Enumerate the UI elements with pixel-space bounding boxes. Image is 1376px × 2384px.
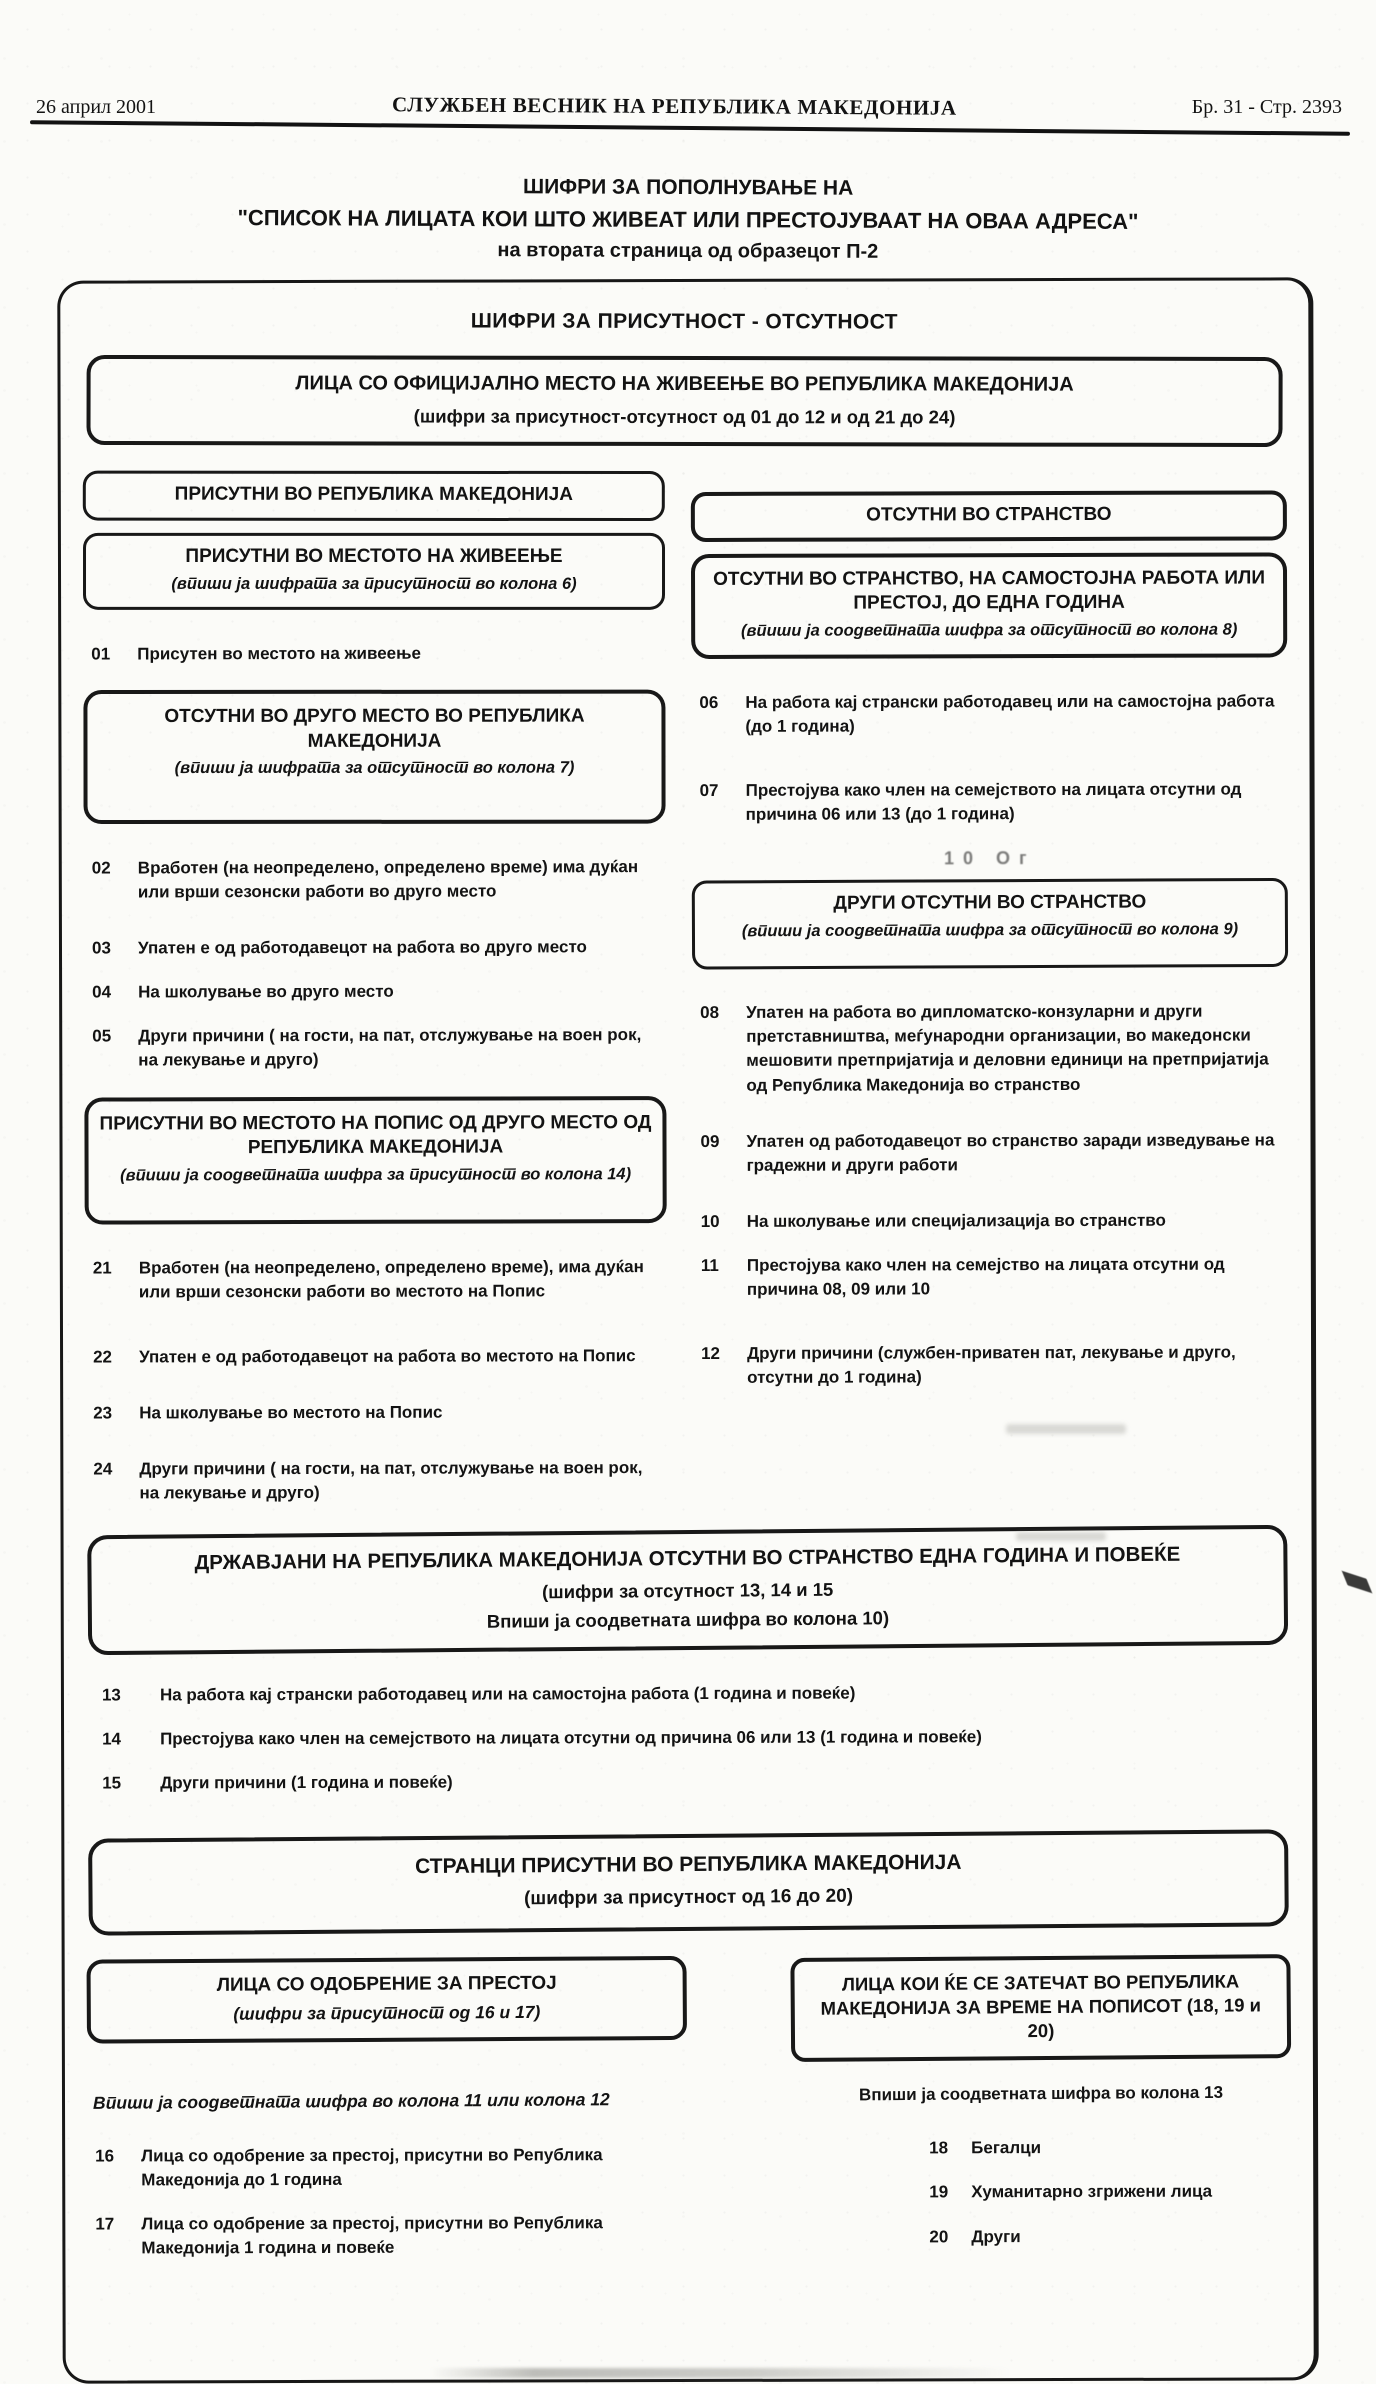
- header-issue-page: Бр. 31 - Стр. 2393: [1191, 96, 1342, 118]
- present-at-residence-subtitle: (впиши ја шифрата за присутност во колона 6): [171, 574, 577, 593]
- absent-abroad-title: ОТСУТНИ ВО СТРАНСТВО: [866, 503, 1112, 526]
- item-21: [85, 1255, 667, 1305]
- item-11-text: Престојува како член на семејство на лицата отсутни од причина 08, 09 или 10: [746, 1254, 1225, 1300]
- item-14-code: 14: [102, 1729, 122, 1749]
- item-12-text: Други причини (службен-приватен пат, лекување и друго, отсутни до 1 година): [747, 1342, 1236, 1388]
- item-20: [929, 2224, 1291, 2249]
- header-journal-title: СЛУЖБЕН ВЕСНИК НА РЕПУБЛИКА МАКЕДОНИЈА: [391, 92, 957, 120]
- title-line-3: на втората страница од образецот П-2: [497, 239, 879, 263]
- bottom-right-column: [791, 1956, 1292, 2250]
- header-date: 26 април 2001: [36, 96, 156, 118]
- item-19-text: Хуманитарно згрижени лица: [971, 2182, 1213, 2202]
- title-line-2: "СПИСОК НА ЛИЦАТА КОИ ШТО ЖИВЕАТ ИЛИ ПРЕСТОЈУВААТ НА ОВАА АДРЕСА": [237, 205, 1139, 234]
- codes-main-heading: ШИФРИ ЗА ПРИСУТНОСТ - ОТСУТНОСТ: [470, 309, 898, 334]
- item-07-code: 07: [699, 780, 719, 800]
- item-20-code: 20: [929, 2226, 949, 2246]
- item-21-code: 21: [92, 1258, 112, 1278]
- item-06: [691, 689, 1287, 739]
- item-05-text: Други причини ( на гости, на пат, отслужување на воен рок, на лекување и друго): [138, 1025, 642, 1070]
- abroad-work-title: ОТСУТНИ ВО СТРАНСТВО, НА САМОСТОЈНА РАБОТА ИЛИ ПРЕСТОЈ, ДО ЕДНА ГОДИНА: [713, 567, 1266, 614]
- item-16: [87, 2143, 687, 2193]
- document-title: [0, 173, 1376, 266]
- item-16-text: Лица со одобрение за престој, присутни во Република Македонија до 1 година: [141, 2144, 603, 2190]
- item-24-code: 24: [93, 1459, 113, 1479]
- item-24: [85, 1456, 667, 1506]
- item-08-code: 08: [700, 1003, 720, 1023]
- census-found-items: [929, 2136, 1291, 2249]
- item-03-text: Упатен е од работодавецот на работа во друго место: [137, 937, 587, 958]
- census-found-box: [790, 1954, 1291, 2062]
- absent-other-place-title: ОТСУТНИ ВО ДРУГО МЕСТО ВО РЕПУБЛИКА МАКЕДОНИЈА: [164, 705, 585, 752]
- item-22-code: 22: [93, 1347, 113, 1367]
- citizens-abroad-title: ДРЖАВЈАНИ НА РЕПУБЛИКА МАКЕДОНИЈА ОТСУТНИ ВО СТРАНСТВО ЕДНА ГОДИНА И ПОВЕЌЕ: [194, 1542, 1181, 1575]
- item-04-text: На школување во друго место: [138, 981, 394, 1002]
- citizens-abroad-items: [86, 1680, 1290, 1796]
- foreigners-subtitle: (шифри за присутност од 16 до 20): [523, 1886, 854, 1910]
- present-at-residence-title: ПРИСУТНИ ВО МЕСТОТО НА ЖИВЕЕЊЕ: [185, 545, 563, 567]
- item-17: [87, 2211, 687, 2261]
- foreigners-title: СТРАНЦИ ПРИСУТНИ ВО РЕПУБЛИКА МАКЕДОНИЈА: [415, 1850, 962, 1879]
- citizens-abroad-subtitle-1: (шифри за отсутност 13, 14 и 15: [541, 1578, 834, 1603]
- citizens-abroad-subtitle-2: Впиши ја соодветната шифра во колона 10): [486, 1606, 890, 1632]
- official-residence-title: ЛИЦА СО ОФИЦИЈАЛНО МЕСТО НА ЖИВЕЕЊЕ ВО РЕПУБЛИКА МАКЕДОНИЈА: [295, 372, 1074, 396]
- item-09: [692, 1128, 1288, 1178]
- codes-outer-box: [57, 277, 1319, 2383]
- item-04-code: 04: [92, 982, 112, 1002]
- item-24-text: Други причини ( на гости, на пат, отслужување на воен рок, на лекување и друго): [139, 1457, 643, 1503]
- bleed-through-smudge: [1016, 1532, 1106, 1541]
- present-at-census-box: [84, 1096, 666, 1225]
- present-at-census-subtitle: (впиши ја соодветната шифра за присутност во колона 14): [120, 1165, 632, 1185]
- item-20-text: Други: [971, 2226, 1021, 2246]
- item-16-code: 16: [95, 2146, 115, 2166]
- item-15: [86, 1768, 1290, 1795]
- permit-note: Впиши ја соодветната шифра во колона 11 или колона 12: [92, 2088, 610, 2113]
- bleed-through-smudge: [1006, 1424, 1126, 1434]
- item-10-code: 10: [700, 1211, 720, 1231]
- item-05-code: 05: [92, 1026, 112, 1046]
- other-absent-abroad-subtitle: (впиши ја соодветната шифра за отсутност во колона 9): [741, 919, 1239, 941]
- item-09-text: Упатен од работодавецот во странство заради изведување на градежни и други работи: [746, 1130, 1275, 1175]
- present-at-census-title: ПРИСУТНИ ВО МЕСТОТО НА ПОПИС ОД ДРУГО МЕСТО ОД РЕПУБЛИКА МАКЕДОНИЈА: [99, 1111, 652, 1159]
- gazette-header: [36, 94, 1342, 119]
- item-13-code: 13: [101, 1685, 121, 1705]
- item-19: [929, 2180, 1291, 2205]
- abroad-work-subtitle: (впиши ја соодветната шифра за отсутност во колона 8): [741, 620, 1238, 640]
- item-01: [83, 641, 665, 667]
- other-absent-abroad-box: [692, 878, 1288, 970]
- item-12: [693, 1341, 1289, 1391]
- item-18-text: Бегалци: [971, 2138, 1042, 2158]
- item-22-text: Упатен е од работодавецот на работа во местото на Попис: [139, 1345, 636, 1367]
- item-06-text: На работа кај странски работодавец или на самостојна работа (до 1 година): [745, 691, 1275, 736]
- item-02: [84, 855, 666, 905]
- ink-smudge: [1342, 1571, 1373, 1594]
- foreigners-box: [88, 1829, 1289, 1935]
- item-13-text: На работа кај странски работодавец или на самостојна работа (1 година и повеќе): [159, 1683, 856, 1705]
- scanned-page: [0, 94, 1376, 2382]
- citizens-abroad-box: [87, 1525, 1288, 1655]
- item-03-code: 03: [91, 938, 111, 958]
- bottom-left-column: [87, 1957, 688, 2261]
- title-line-1: ШИФРИ ЗА ПОПОЛНУВАЊЕ НА: [522, 175, 854, 200]
- census-found-title: ЛИЦА КОИ ЌЕ СЕ ЗАТЕЧАТ ВО РЕПУБЛИКА МАКЕДОНИЈА ЗА ВРЕМЕ НА ПОПИСОТ (18, 19 и 20): [820, 1970, 1262, 2042]
- item-04: [84, 979, 666, 1005]
- item-06-code: 06: [699, 692, 719, 712]
- item-17-code: 17: [95, 2214, 115, 2234]
- item-13: [86, 1680, 1290, 1707]
- official-residence-box: [86, 355, 1282, 447]
- item-10: [693, 1208, 1289, 1234]
- item-01-code: 01: [91, 644, 111, 664]
- item-07: [692, 777, 1288, 827]
- header-rule: [30, 120, 1350, 136]
- item-15-text: Други причини (1 година и повеќе): [160, 1772, 453, 1793]
- item-02-code: 02: [91, 858, 111, 878]
- item-22: [85, 1344, 667, 1370]
- present-at-residence-box: [83, 533, 665, 610]
- item-08: [692, 1000, 1288, 1098]
- item-19-code: 19: [929, 2182, 949, 2202]
- bottom-two-column-area: [87, 1956, 1292, 2261]
- present-in-rm-box: [83, 471, 665, 521]
- abroad-work-box: [691, 552, 1287, 658]
- bleed-through-artifact: 10 Ог: [943, 848, 1036, 869]
- census-found-note: Впиши ја соодветната шифра во колона 13: [858, 2083, 1224, 2105]
- item-18-code: 18: [929, 2138, 949, 2158]
- item-05: [84, 1023, 666, 1073]
- item-11: [693, 1252, 1289, 1302]
- residence-permit-subtitle: (шифри за присутност од 16 и 17): [233, 2001, 541, 2024]
- item-11-code: 11: [700, 1255, 719, 1276]
- two-column-area: [83, 468, 1290, 1505]
- absent-other-place-box: [83, 690, 665, 824]
- item-14-text: Престојува како член на семејството на лицата отсутни од причина 06 или 13 (1 година и повеќе): [160, 1727, 982, 1749]
- item-21-text: Вработен (на неопределено, определено време), има дуќан или врши сезонски работи во местото на Попис: [138, 1257, 644, 1302]
- item-09-code: 09: [700, 1131, 720, 1151]
- right-column: [691, 468, 1289, 1390]
- residence-permit-title: ЛИЦА СО ОДОБРЕНИЕ ЗА ПРЕСТОЈ: [216, 1972, 557, 1996]
- item-01-text: Присутен во местото на живеење: [137, 643, 422, 664]
- item-07-text: Престојува како член на семејството на лицата отсутни од причина 06 или 13 (до 1 година): [745, 779, 1242, 824]
- absent-abroad-box: [691, 490, 1287, 541]
- absent-other-place-subtitle: (впиши ја шифрата за отсутност во колона 7): [174, 759, 575, 778]
- scan-smudge: [430, 2368, 1010, 2378]
- item-23-text: На школување во местото на Попис: [139, 1402, 443, 1423]
- item-23-code: 23: [93, 1403, 113, 1423]
- item-17-text: Лица со одобрение за престој, присутни во Република Македонија 1 година и повеќе: [141, 2213, 603, 2258]
- item-03: [84, 935, 666, 961]
- item-23: [85, 1400, 667, 1426]
- residence-permit-box: [86, 1956, 687, 2044]
- item-08-text: Упатен на работа во дипломатско-конзуларни и други претставништва, меѓународни организации, во македонски мешовити претпријатија и деловни единици на претпријатија од Република Македонија во странство: [746, 1001, 1269, 1095]
- item-02-text: Вработен (на неопределено, определено време) има дуќан или врши сезонски работи во друго место: [137, 856, 639, 902]
- item-18: [929, 2136, 1291, 2161]
- official-residence-subtitle: (шифри за присутност-отсутност од 01 до 12 и од 21 до 24): [413, 405, 956, 428]
- item-15-code: 15: [102, 1773, 122, 1793]
- left-column: [83, 470, 668, 1506]
- item-10-text: На школување или специјализација во странство: [746, 1210, 1166, 1231]
- present-in-rm-title: ПРИСУТНИ ВО РЕПУБЛИКА МАКЕДОНИЈА: [174, 483, 573, 506]
- other-absent-abroad-title: ДРУГИ ОТСУТНИ ВО СТРАНСТВО: [833, 891, 1147, 914]
- item-14: [86, 1724, 1290, 1751]
- item-12-code: 12: [701, 1344, 721, 1364]
